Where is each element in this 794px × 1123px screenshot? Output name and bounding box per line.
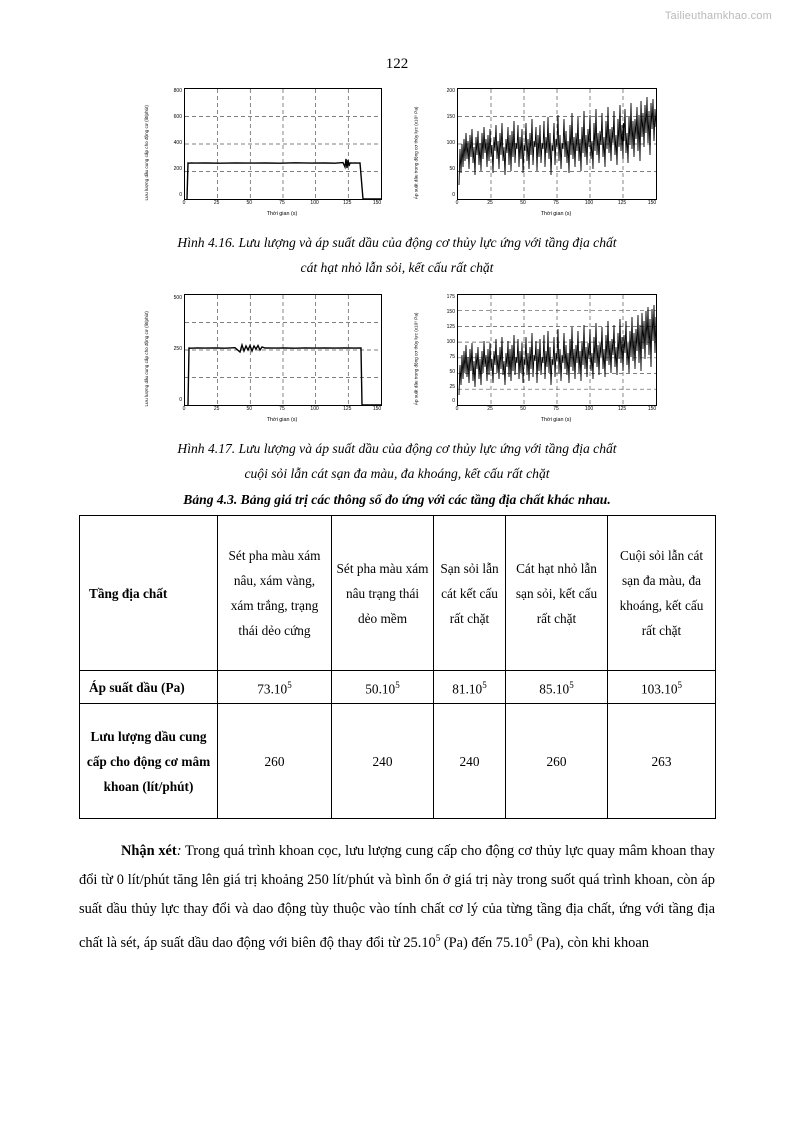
geology-col-3: Sạn sỏi lẫn cát kết cấu rất chặt [434,516,506,671]
yaxis-ticks-pressure-4-17: 175 150 125 100 75 50 25 0 [446,294,455,404]
remark-sup-2: 5 [528,933,533,944]
plot-frame-flow-4-17 [184,294,382,406]
remark-mid: (Pa) đến 75.10 [440,935,529,952]
table-4-3 [79,515,716,819]
plot-area-flow-4-17 [162,294,387,423]
remark-tail: (Pa), còn khi khoan [532,935,649,952]
figure-4-17 [79,294,715,424]
yaxis-ticks-flow-4-16: 800 600 400 200 0 [173,88,182,198]
chart-flow-4-17 [132,294,387,424]
table-row [80,704,716,819]
page-number: 122 [385,56,409,72]
xaxis-label-pressure-4-16: Thời gian (s) [540,211,572,217]
table-row [80,671,716,704]
flow-col-2: 240 [332,704,434,819]
geology-col-1: Sét pha màu xám nâu, xám vàng, xám trắng, trạng thái dẻo cứng [218,516,332,671]
geology-col-5: Cuội sỏi lẫn cát sạn đa màu, đa khoáng, kết cấu rất chặt [608,516,716,671]
flow-curve-4-16 [185,89,381,199]
remark-paragraph [79,837,715,958]
pressure-col-1: 73.10$^5$ [218,671,332,704]
pressure-curve-4-17 [458,295,656,405]
pressure-col-4: 85.10$^5$ [506,671,608,704]
chart-pressure-4-16 [397,88,662,218]
pressure-col-3: 81.10$^5$ [434,671,506,704]
row-label-pressure: Áp suất dầu (Pa) [80,671,218,704]
remark-body: Trong quá trình khoan cọc, lưu lượng cung cấp cho động cơ thủy lực quay mâm khoan thay đổi từ 0 lít/phút tăng lên giá trị khoảng 250 lít/phút và bình ổn ở giá trị này trong suốt quá trình khoan, còn áp suất dầu thủy lực thay đổi và dao động tùy thuộc vào tính chất cơ lý của từng tầng địa chất, ứng với tầng địa chất là sét, áp suất dầu dao động với biên độ thay đổi từ 25.10 [79,843,715,952]
chart-pressure-4-17 [397,294,662,424]
chart-flow-4-16 [132,88,387,218]
xaxis-label-flow-4-16: Thời gian (s) [266,211,298,217]
flow-col-4: 260 [506,704,608,819]
chart-ylabel-flow-4-17: Lưu lượng dầu cung cấp cho động cơ (lít/phút) [144,311,150,407]
remark-lead: Nhận xét [121,843,177,860]
yaxis-ticks-flow-4-17: 500 250 0 [173,295,182,403]
xaxis-label-pressure-4-17: Thời gian (s) [540,417,572,423]
pressure-col-5: 103.10$^5$ [608,671,716,704]
xaxis-ticks-flow-4-16: 0 25 50 75 100 125 150 [182,200,382,206]
flow-col-5: 263 [608,704,716,819]
xaxis-ticks-pressure-4-17: 0 25 50 75 100 125 150 [455,406,657,412]
yaxis-ticks-pressure-4-16: 200 150 100 50 0 [446,88,455,198]
flow-col-3: 240 [434,704,506,819]
figure-4-16-caption: Hình 4.16. Lưu lượng và áp suất dầu của động cơ thủy lực ứng với tầng địa chất cát hạt nhỏ lẫn sỏi, kết cấu rất chặt [177,235,617,275]
plot-frame-flow-4-16 [184,88,382,200]
chart-ylabel-pressure-4-16: Áp suất dầu trong động cơ thủy lực (x10⁵ Pa) [413,106,419,200]
table-row [80,516,716,671]
pressure-curve-4-16 [458,89,656,199]
watermark: Tailieuthamkhao.com [664,10,772,22]
xaxis-ticks-flow-4-17: 0 25 50 75 100 125 150 [182,406,382,412]
geology-col-2: Sét pha màu xám nâu trạng thái dẻo mềm [332,516,434,671]
remark-colon: : [176,843,182,860]
table-caption: Bảng 4.3. Bảng giá trị các thông số đo ứng với các tầng địa chất khác nhau. [183,492,611,507]
flow-curve-4-17 [185,295,381,405]
page-content [79,88,715,973]
figure-4-17-caption: Hình 4.17. Lưu lượng và áp suất dầu của động cơ thủy lực ứng với tầng địa chất cuội sỏi lẫn cát sạn đa màu, đa khoáng, kết cấu rất chặt [177,441,617,481]
geology-col-4: Cát hạt nhỏ lẫn sạn sỏi, kết cấu rất chặt [506,516,608,671]
row-label-geology: Tầng địa chất [80,516,218,671]
plot-frame-pressure-4-17 [457,294,657,406]
xaxis-ticks-pressure-4-16: 0 25 50 75 100 125 150 [455,200,657,206]
chart-ylabel-pressure-4-17: Áp suất dầu trong động cơ thủy lực (x10⁵ Pa) [413,312,419,406]
xaxis-label-flow-4-17: Thời gian (s) [266,417,298,423]
remark-sup-1: 5 [435,933,441,944]
plot-area-pressure-4-17 [435,294,662,423]
chart-ylabel-flow-4-16: Lưu lượng dầu cung cấp cho động cơ (lít/phút) [144,105,150,201]
plot-area-flow-4-16 [162,88,387,217]
pressure-col-2: 50.10$^5$ [332,671,434,704]
plot-area-pressure-4-16 [435,88,662,217]
row-label-flow: Lưu lượng dầu cung cấp cho động cơ mâm khoan (lít/phút) [80,704,218,819]
figure-4-16 [79,88,715,218]
plot-frame-pressure-4-16 [457,88,657,200]
flow-col-1: 260 [218,704,332,819]
